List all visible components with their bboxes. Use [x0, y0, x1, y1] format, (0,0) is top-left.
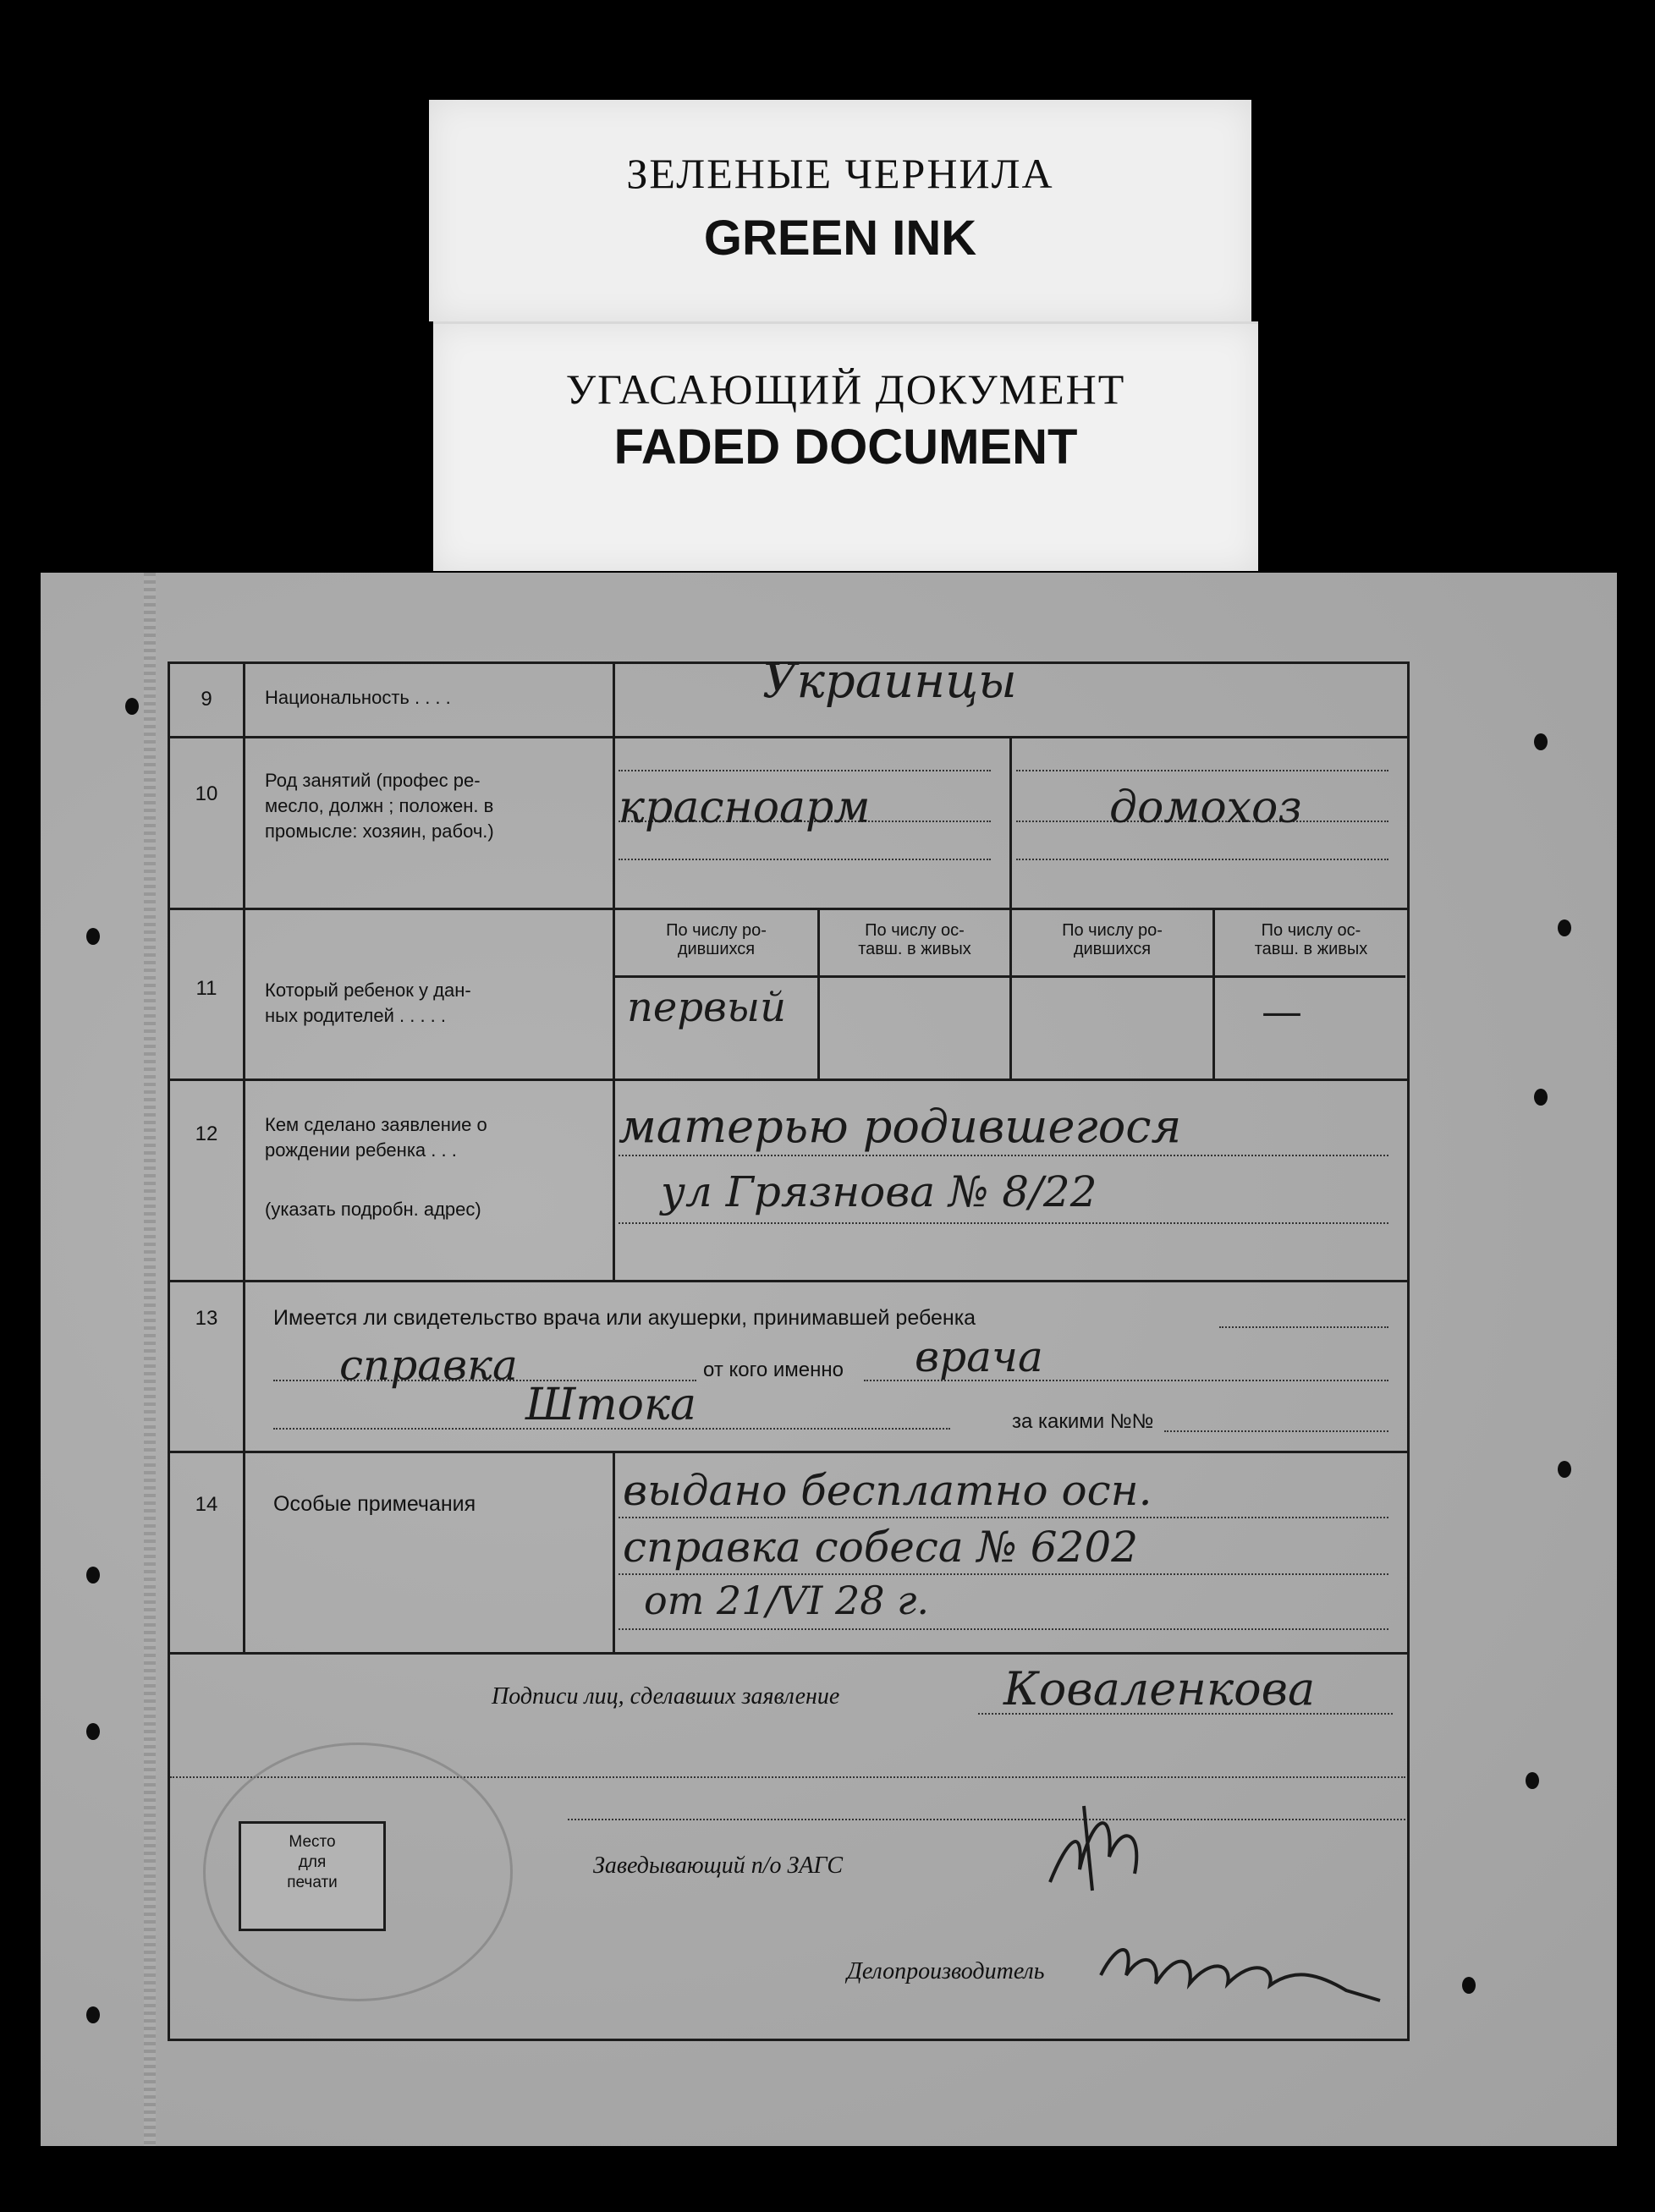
field-label: рождении ребенка . . .	[265, 1139, 457, 1161]
row-remarks	[170, 1451, 1407, 1655]
field-label: промысле: хозяин, рабоч.)	[265, 821, 494, 842]
binder-hole	[125, 698, 139, 715]
field-label: Имеется ли свидетельство врача или акушерки, принимавшей ребенка	[273, 1306, 976, 1330]
field-label: (указать подробн. адрес)	[265, 1199, 481, 1220]
handwritten-value: Украинцы	[762, 654, 1017, 709]
handwritten-dash: —	[1262, 988, 1302, 1035]
row-declarant	[170, 1079, 1407, 1282]
handwritten-value: матерью родившегося	[619, 1100, 1182, 1153]
row-nationality	[170, 654, 1407, 738]
row-number: 11	[195, 977, 217, 1000]
handwritten-value: Коваленкова	[1003, 1662, 1316, 1715]
field-label: Кем сделано заявление о	[265, 1114, 487, 1135]
row-occupation	[170, 736, 1407, 910]
signatories-label: Подписи лиц, сделавших заявление	[492, 1683, 840, 1710]
column-header: По числу ро- дившихся	[666, 921, 767, 958]
field-label: Род занятий (профес ре-	[265, 770, 481, 791]
field-label: месло, должн ; положен. в	[265, 795, 494, 816]
field-label: от кого именно	[703, 1358, 844, 1381]
handwritten-value: ул Грязнова № 8/22	[661, 1167, 1097, 1216]
clerk-signature	[1092, 1924, 1397, 2009]
head-signature	[1033, 1789, 1168, 1907]
binder-hole	[86, 1723, 100, 1740]
row-number: 14	[195, 1493, 218, 1516]
binder-hole	[1534, 733, 1548, 750]
registry-head-label: Заведывающий п/о ЗАГС	[593, 1852, 844, 1879]
row-number: 10	[195, 782, 218, 805]
binder-hole	[86, 1567, 100, 1584]
handwritten-value: домохоз	[1109, 782, 1302, 833]
clerk-label: Делопроизводитель	[847, 1958, 1045, 1984]
stamp-place-box	[239, 1821, 386, 1931]
perforation-edge	[144, 573, 156, 2146]
field-label: ных родителей . . . . .	[265, 1005, 447, 1026]
row-child-order	[170, 908, 1407, 1081]
stamp-label: для	[298, 1853, 327, 1871]
binder-hole	[1558, 1461, 1571, 1478]
faded-document-card	[433, 321, 1258, 571]
handwritten-value: красноарм	[619, 782, 871, 833]
field-label: Национальность . . . .	[265, 687, 451, 708]
field-label: Особые примечания	[273, 1492, 476, 1516]
binder-hole	[1534, 1089, 1548, 1106]
binder-hole	[86, 928, 100, 945]
column-header: По числу ос- тавш. в живых	[1254, 921, 1368, 958]
green-ink-ru: ЗЕЛЕНЫЕ ЧЕРНИЛА	[626, 150, 1054, 197]
handwritten-value: от 21/VI 28 г.	[644, 1578, 930, 1623]
handwritten-value: выдано бесплатно осн.	[623, 1466, 1152, 1515]
binder-hole	[1558, 919, 1571, 936]
binder-hole	[86, 2006, 100, 2023]
green-ink-card	[429, 100, 1251, 321]
handwritten-value: врача	[915, 1332, 1043, 1381]
binder-hole	[1526, 1772, 1539, 1789]
handwritten-value: первый	[627, 984, 786, 1031]
faded-document-en: FADED DOCUMENT	[613, 420, 1078, 475]
handwritten-value: справка собеса № 6202	[623, 1523, 1139, 1572]
handwritten-value: Штока	[525, 1380, 697, 1430]
row-number: 13	[195, 1307, 218, 1330]
stamp-label: печати	[287, 1874, 338, 1891]
field-label: за какими №№	[1012, 1410, 1154, 1433]
stamp-label: Место	[289, 1833, 336, 1851]
binder-hole	[1462, 1977, 1476, 1994]
column-header: По числу ро- дившихся	[1062, 921, 1163, 958]
row-number: 12	[195, 1122, 218, 1145]
row-number: 9	[201, 688, 212, 711]
handwritten-value: справка	[339, 1341, 518, 1390]
green-ink-en: GREEN INK	[703, 211, 977, 266]
field-label: Который ребенок у дан-	[265, 980, 471, 1001]
faded-document-ru: УГАСАЮЩИЙ ДОКУМЕНТ	[565, 365, 1126, 413]
row-certificate	[170, 1280, 1407, 1453]
column-header: По числу ос- тавш. в живых	[858, 921, 971, 958]
